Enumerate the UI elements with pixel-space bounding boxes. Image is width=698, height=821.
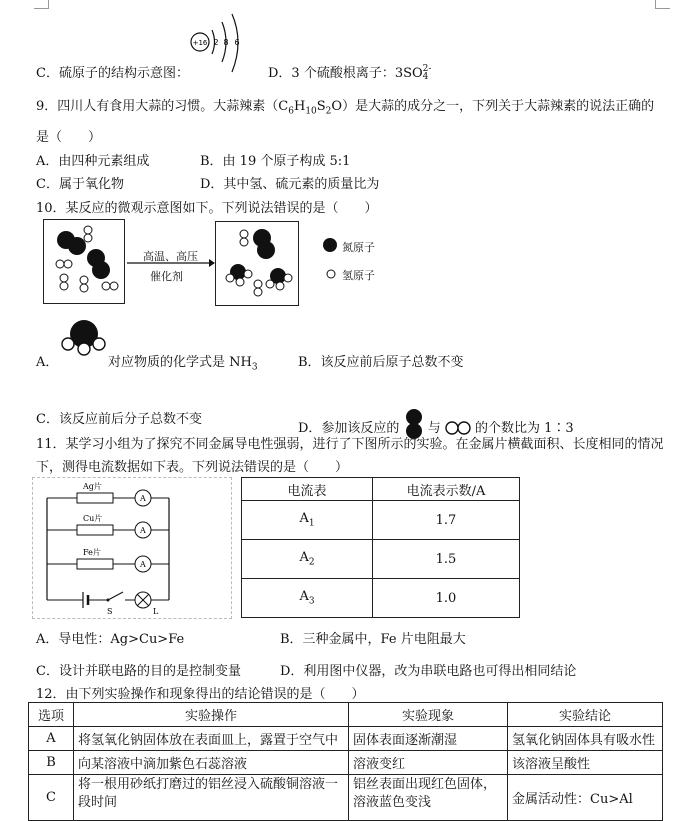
table-row: $A_2$ 1.5 <box>242 540 520 579</box>
q11-option-a: A．导电性：Ag>Cu>Fe <box>36 632 185 647</box>
ammonia-molecule-icon <box>58 318 108 358</box>
q12-stem: 12．由下列实验操作和现象得出的结论错误的是（ ） <box>36 687 365 702</box>
q9-option-a: A．由四种元素组成 <box>36 154 150 169</box>
label-fe-piece: Fe片 <box>83 548 101 557</box>
header-conclusion: 实验结论 <box>508 703 663 727</box>
table-row: $A_1$ 1.7 <box>242 501 520 540</box>
q10-option-b: B．该反应前后原子总数不变 <box>298 355 464 370</box>
switch-label: S <box>107 607 113 616</box>
reactants-box <box>43 219 125 304</box>
ammeter-a2-label: A <box>140 526 146 535</box>
q10-option-c: C．该反应前后分子总数不变 <box>36 412 202 427</box>
q10-stem: 10．某反应的微观示意图如下。下列说法错误的是（ ） <box>36 201 378 216</box>
q11-stem-line1: 11．某学习小组为了探究不同金属导电性强弱，进行了下图所示的实验。在金属片横截面积、长度相同的情况 <box>36 437 664 452</box>
ammeter-a1-label: A <box>140 494 146 503</box>
experiment-table <box>28 702 663 821</box>
arrow-condition-top: 高温、高压 <box>143 250 198 263</box>
q10-option-a-text: 对应物质的化学式是 $NH_3$ <box>108 355 258 373</box>
legend-nitrogen-label: 氮原子 <box>342 241 375 254</box>
q8-option-c: C．硫原子的结构示意图： <box>36 66 189 81</box>
ammeter-a3-label: A <box>140 560 146 569</box>
current-data-table <box>241 477 520 618</box>
q9-stem: 9．四川人有食用大蒜的习惯。大蒜辣素$(C_6H_{10}S_2O)$是大蒜的成分之一，下列关于大蒜辣素的说法正确的 <box>36 99 655 117</box>
shell-1-count: 2 <box>213 38 219 47</box>
header-operation: 实验操作 <box>74 703 349 727</box>
header-reading: 电流表示数/A <box>373 478 520 501</box>
nucleus-charge: +16 <box>192 39 208 47</box>
legend-nitrogen-icon <box>322 237 338 253</box>
table-row: B 向某溶液中滴加紫色石蕊溶液 溶液变红 该溶液呈酸性 <box>29 751 663 775</box>
table-row: $A_3$ 1.0 <box>242 579 520 618</box>
q9-stem-line2: 是（ ） <box>36 130 102 145</box>
q10-option-d: D．参加该反应的 与 的个数比为 1∶3 <box>298 408 574 440</box>
q11-option-d: D．利用图中仪器，改为串联电路也可得出相同结论 <box>280 664 577 679</box>
corner-mark-right <box>655 0 670 9</box>
q9-option-b: B．由 19 个原子构成 5:1 <box>200 154 351 169</box>
q9-option-c: C．属于氧化物 <box>36 177 124 192</box>
arrow-condition-bottom: 催化剂 <box>150 270 183 283</box>
legend-hydrogen-label: 氢原子 <box>342 269 375 282</box>
header-ammeter: 电流表 <box>242 478 373 501</box>
parallel-circuit-diagram <box>32 477 232 619</box>
q9-option-d: D．其中氢、硫元素的质量比为 <box>200 177 380 192</box>
q11-option-c: C．设计并联电路的目的是控制变量 <box>36 664 241 679</box>
products-box <box>215 221 299 306</box>
lamp-label: L <box>153 607 159 616</box>
label-cu-piece: Cu片 <box>83 514 103 523</box>
header-phenomenon: 实验现象 <box>349 703 508 727</box>
q10-option-a-label: A． <box>36 355 59 370</box>
header-option: 选项 <box>29 703 74 727</box>
legend-hydrogen-icon <box>325 268 337 280</box>
sulfur-atom-diagram <box>186 10 246 76</box>
table-row: A 将氢氧化钠固体放在表面皿上，露置于空气中 固体表面逐渐潮湿 氢氧化钠固体具有吸水性 <box>29 727 663 751</box>
table-row: C 将一根用砂纸打磨过的铝丝浸入硫酸铜溶液一段时间 铝丝表面出现红色固体，溶液蓝色变浅 金属活动性：Cu>Al <box>29 775 663 821</box>
q11-stem-line2: 下，测得电流数据如下表。下列说法错误的是（ ） <box>36 460 349 475</box>
shell-3-count: 6 <box>234 38 240 47</box>
corner-mark-left <box>34 0 49 9</box>
shell-2-count: 8 <box>223 38 229 47</box>
q11-option-b: B．三种金属中，Fe 片电阻最大 <box>280 632 466 647</box>
label-ag-piece: Ag片 <box>83 482 102 491</box>
q8-option-d: D．3 个硫酸根离子：3SO 2- 4 <box>268 64 432 82</box>
reaction-arrow <box>127 258 215 268</box>
